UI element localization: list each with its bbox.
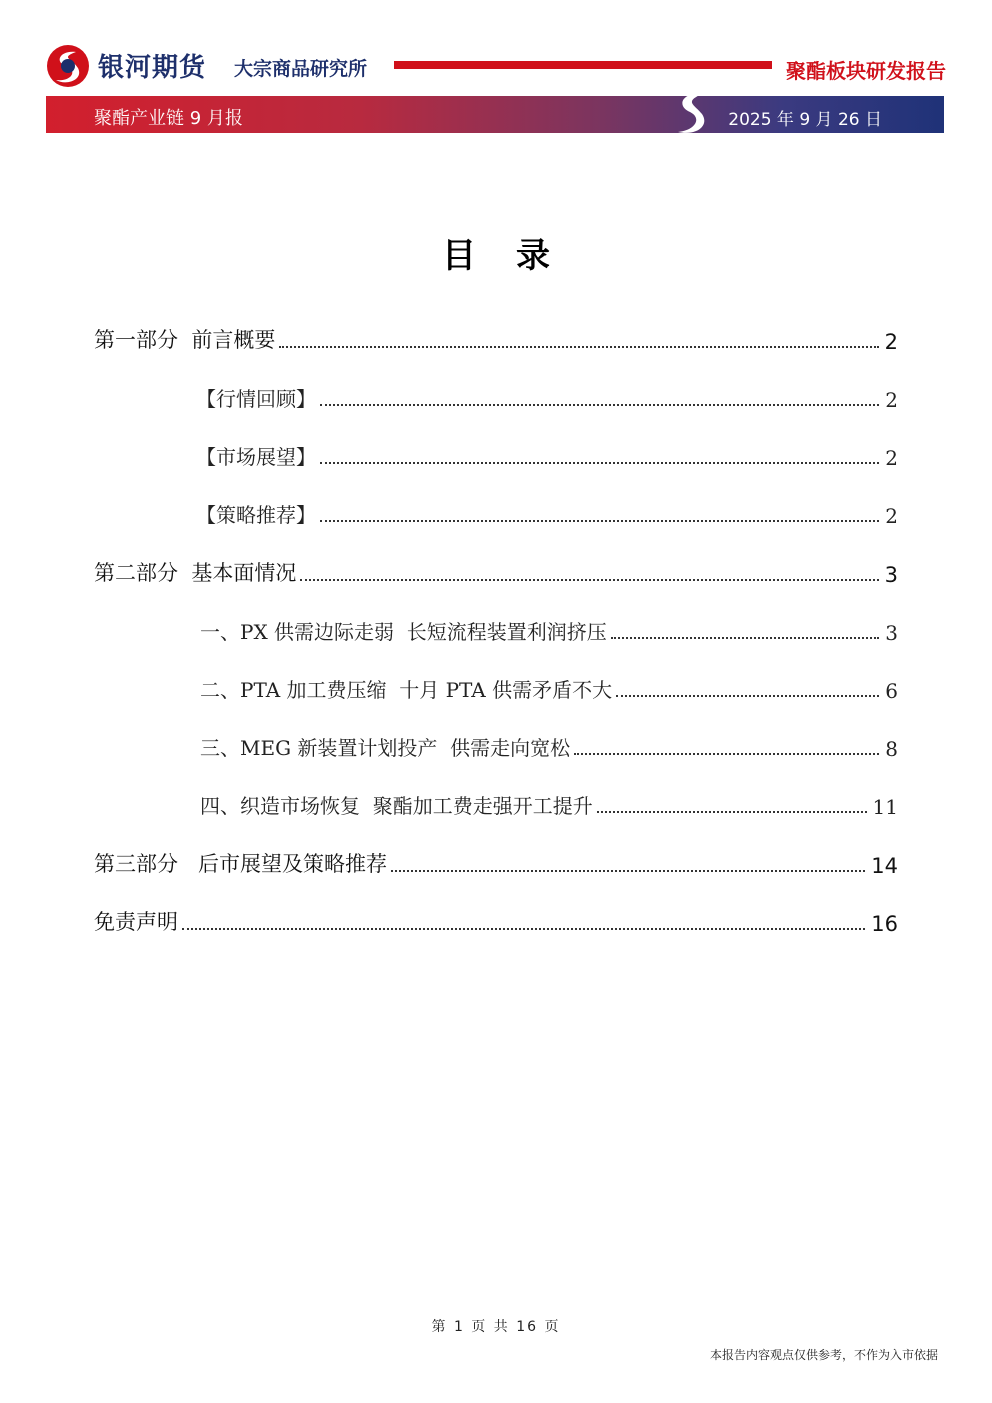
toc-leader: [574, 752, 879, 755]
toc-entry-label: 第三部分 后市展望及策略推荐: [94, 852, 388, 876]
toc-leader: [611, 636, 879, 639]
toc-leader: [320, 461, 879, 464]
toc-entry-label: 第二部分 基本面情况: [94, 561, 297, 585]
toc-leader: [182, 927, 865, 930]
toc-entry[interactable]: [94, 555, 898, 587]
toc-entry[interactable]: [196, 496, 898, 528]
toc-entry[interactable]: [200, 613, 898, 645]
toc-entry-page: 6: [885, 679, 898, 703]
toc-entry-label: 第一部分 前言概要: [94, 328, 276, 352]
report-series: 聚酯产业链 9 月报: [94, 108, 243, 129]
toc-entry[interactable]: [196, 438, 898, 470]
toc-entry[interactable]: [200, 787, 898, 819]
toc-leader: [597, 810, 867, 813]
toc-entry-page: 8: [885, 737, 898, 761]
toc-entry-page: 16: [871, 912, 898, 936]
footer-disclaimer: 本报告内容观点仅供参考，不作为入市依据: [709, 1348, 938, 1362]
toc-entry-label: 二、PTA 加工费压缩 十月 PTA 供需矛盾不大: [200, 678, 613, 702]
toc-entry-label: 【市场展望】: [196, 445, 316, 469]
toc-entry-label: 三、MEG 新装置计划投产 供需走向宽松: [200, 736, 571, 760]
toc-entry[interactable]: [94, 904, 898, 936]
toc-entry-page: 14: [871, 854, 898, 878]
toc-entry-page: 3: [884, 563, 898, 587]
toc-leader: [300, 578, 878, 581]
toc-leader: [616, 694, 879, 697]
report-type: 聚酯板块研发报告: [786, 59, 946, 83]
header-banner: [46, 96, 944, 133]
toc-entry[interactable]: [200, 729, 898, 761]
toc-entry-label: 免责声明: [94, 910, 178, 934]
toc-entry-page: 2: [884, 330, 898, 354]
page-number: 第 1 页 共 16 页: [431, 1319, 561, 1335]
toc-entry-label: 一、PX 供需边际走弱 长短流程装置利润挤压: [200, 620, 607, 644]
toc-entry[interactable]: [200, 671, 898, 703]
toc-entry-label: 四、织造市场恢复 聚酯加工费走强开工提升: [200, 794, 593, 818]
toc-entry-page: 2: [885, 446, 898, 470]
report-date: 2025 年 9 月 26 日: [728, 110, 882, 130]
swoosh-icon: [672, 90, 712, 136]
toc-entry[interactable]: [94, 322, 898, 354]
toc-entry-page: 3: [885, 621, 898, 645]
toc-leader: [320, 403, 879, 406]
toc-entry-label: 【行情回顾】: [196, 387, 316, 411]
toc-entry-page: 11: [872, 795, 898, 819]
toc-leader: [391, 869, 865, 872]
header-rule: [394, 61, 772, 69]
toc-entry[interactable]: [196, 380, 898, 412]
toc-leader: [320, 519, 879, 522]
toc-entry[interactable]: [94, 846, 898, 878]
toc-entry-page: 2: [885, 388, 898, 412]
toc-entry-page: 2: [885, 504, 898, 528]
toc-entry-label: 【策略推荐】: [196, 503, 316, 527]
yinhe-logo-icon: [46, 44, 90, 88]
toc-title: 目录: [442, 236, 590, 276]
institute-name: 大宗商品研究所: [234, 58, 368, 80]
brand-name: 银河期货: [98, 53, 207, 83]
toc-leader: [279, 345, 878, 348]
